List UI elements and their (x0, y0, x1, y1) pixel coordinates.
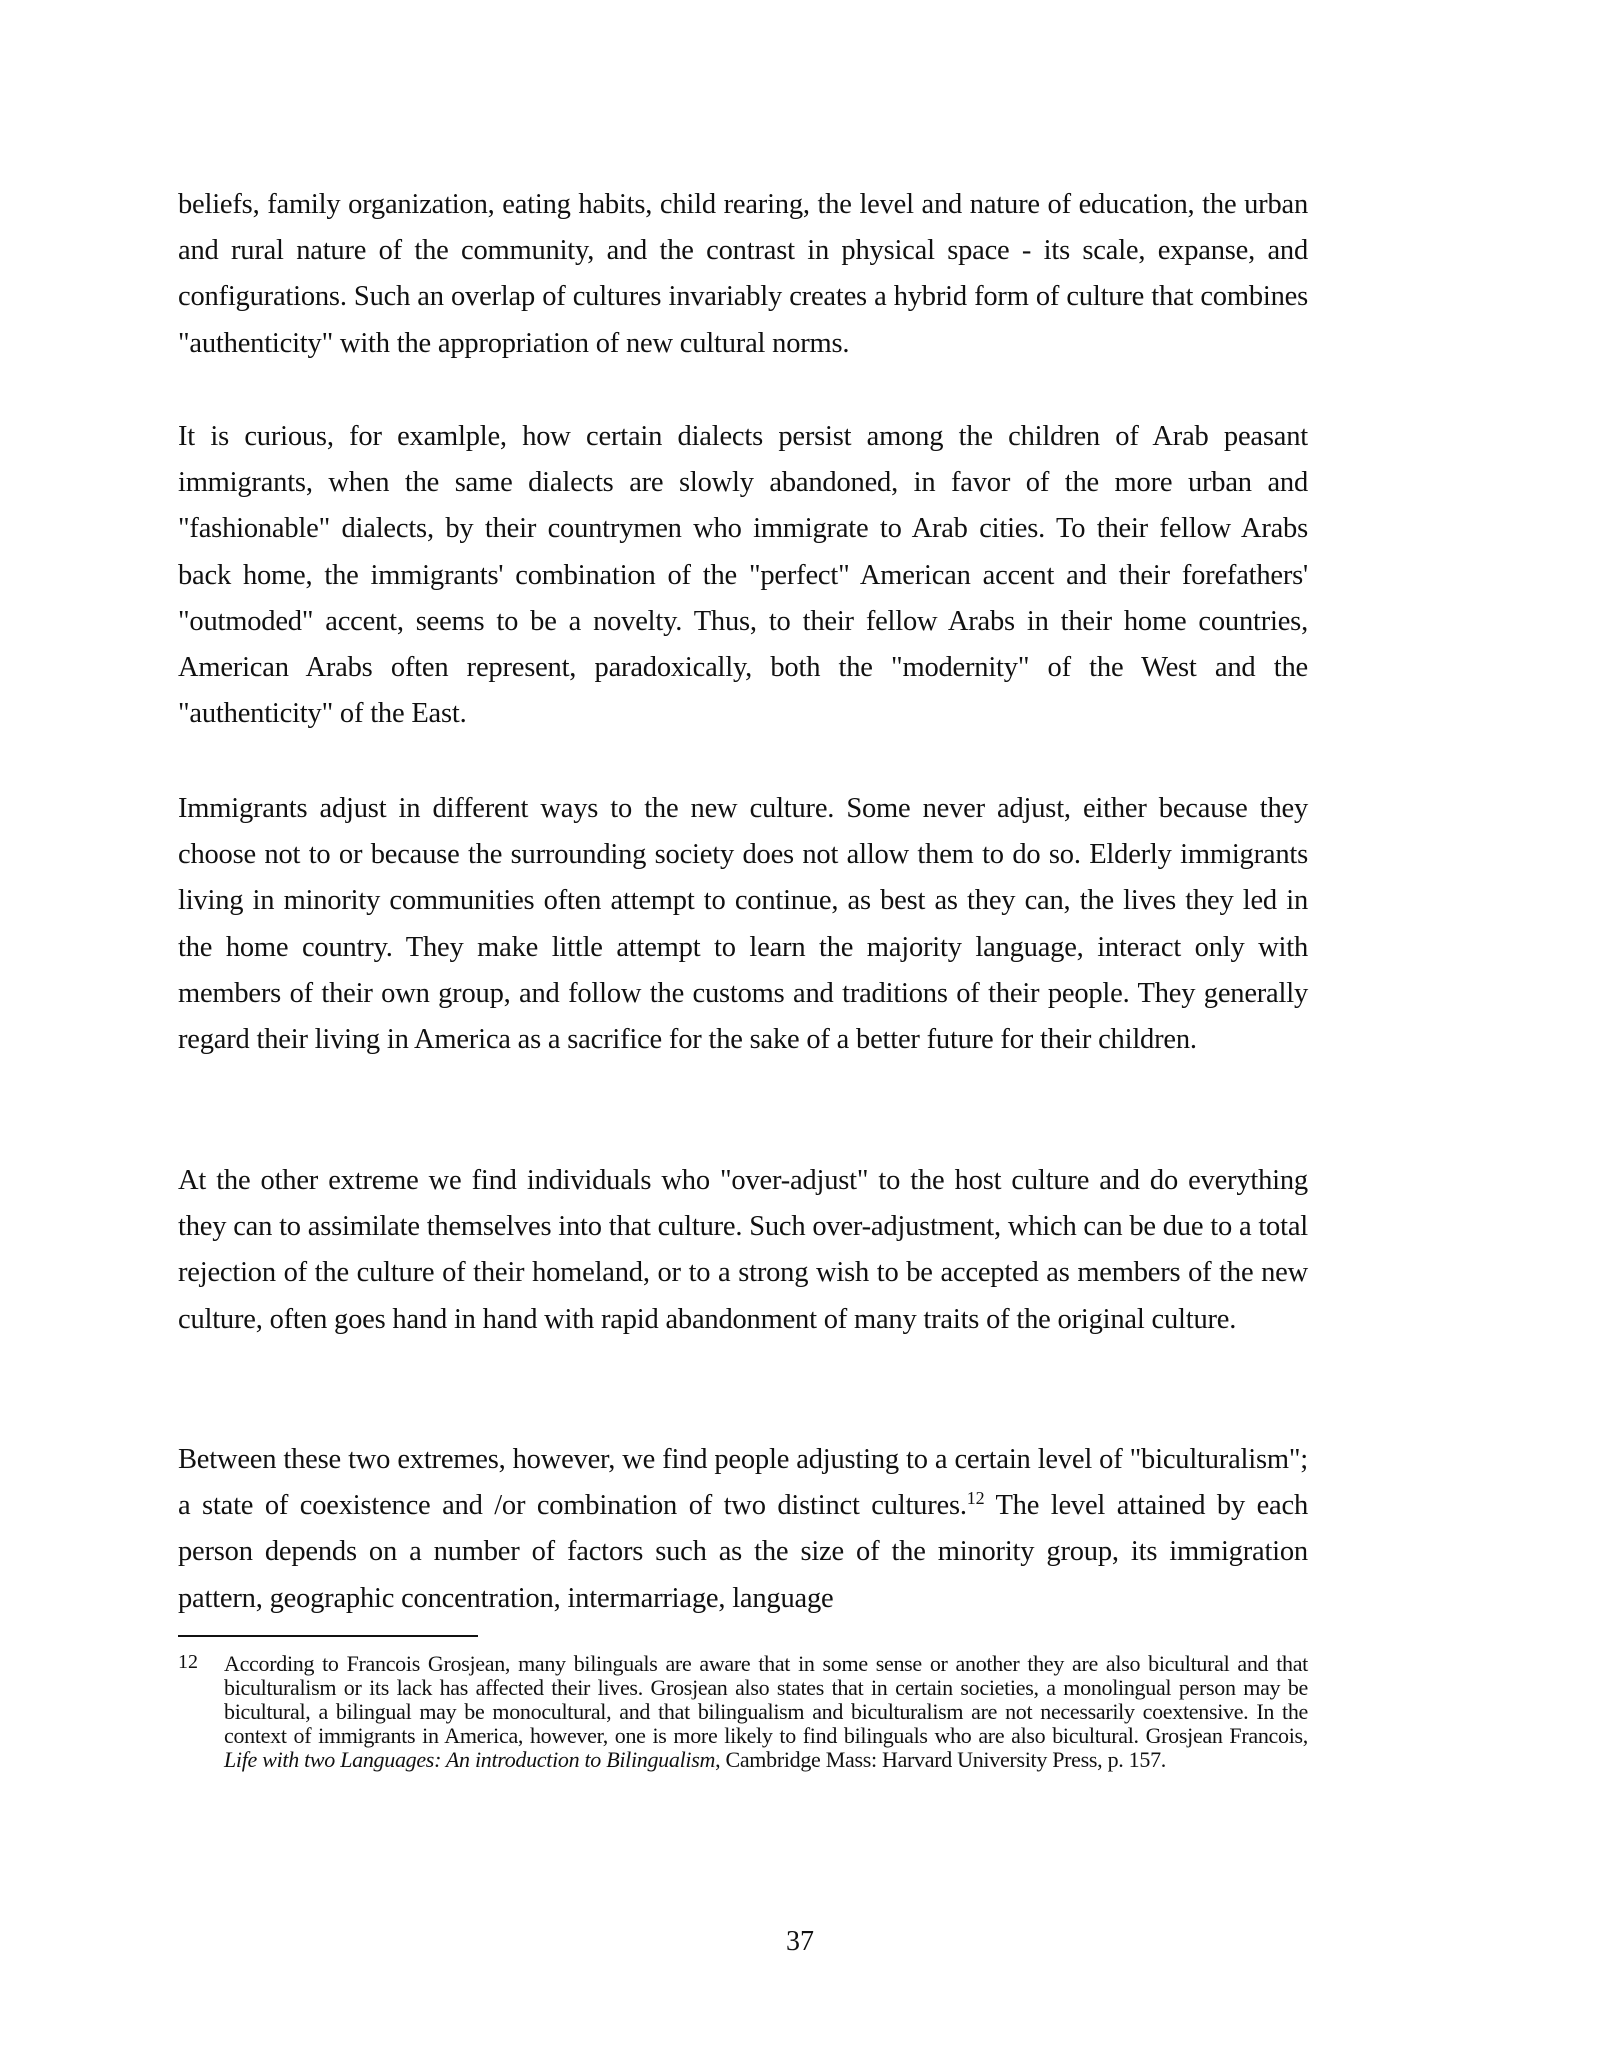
paragraph-text: At the other extreme we find individuals who "over-adjust" to the host culture and do everything they can to assimilate themselves into that culture. Such over-adjustment, which can be due to a total rejection of the culture of their homeland, or to a strong wish to be accepted as members of the new culture, often goes hand in hand with rapid abandonment of many traits of the original culture. (178, 1165, 1308, 1335)
body-paragraph (178, 414, 1308, 737)
footnote (178, 1652, 1308, 1772)
body-paragraph (178, 182, 1308, 367)
paragraph-text: Immigrants adjust in different ways to the new culture. Some never adjust, either because they choose not to or because the surrounding society does not allow them to do so. Elderly immigrants living in minority communities often attempt to continue, as best as they can, the lives they led in the home country. They make little attempt to learn the majority language, interact only with members of their own group, and follow the customs and traditions of their people. They generally regard their living in America as a sacrifice for the sake of a better future for their children. (178, 793, 1308, 1056)
footnote-text-end: , Cambridge Mass: Harvard University Press, p. 157. (715, 1747, 1166, 1772)
body-paragraph (178, 786, 1308, 1063)
footnote-number: 12 (178, 1651, 198, 1673)
paragraph-text-end: The level attained by each person depends on a number of factors such as the size of the minority group, its immigration pattern, geographic concentration, intermarriage, language (178, 1490, 1308, 1614)
page-number: 37 (786, 1926, 814, 1957)
paragraph-text-start: Between these two extremes, however, we find people adjusting to a certain level of "biculturalism"; a state of coexistence and /or combination of two distinct cultures. (178, 1444, 1308, 1522)
body-paragraph (178, 1437, 1308, 1622)
paragraph-text: beliefs, family organization, eating habits, child rearing, the level and nature of education, the urban and rural nature of the community, and the contrast in physical space - its scale, expanse, and configurations. Such an overlap of cultures invariably creates a hybrid form of culture that combines "authenticity" with the appropriation of new cultural norms. (178, 189, 1308, 359)
cited-book-title: Life with two Languages: An introduction to Bilingualism (224, 1747, 716, 1772)
footnote-reference[interactable]: 12 (966, 1488, 985, 1509)
footnote-text-start: According to Francois Grosjean, many bilinguals are aware that in some sense or another they are also bicultural and that biculturalism or its lack has affected their lives. Grosjean also states that in certain societies, a monolingual person may be bicultural, a bilingual may be monocultural, and that bilingualism and biculturalism are not necessarily coextensive. In the context of immigrants in America, however, one is more likely to find bilinguals who are also bicultural. Grosjean Francois, (224, 1651, 1308, 1748)
paragraph-text: It is curious, for examlple, how certain dialects persist among the children of Arab peasant immigrants, when the same dialects are slowly abandoned, in favor of the more urban and "fashionable" dialects, by their countrymen who immigrate to Arab cities. To their fellow Arabs back home, the immigrants' combination of the "perfect" American accent and their forefathers' "outmoded" accent, seems to be a novelty. Thus, to their fellow Arabs in their home countries, American Arabs often represent, paradoxically, both the "modernity" of the West and the "authenticity" of the East. (178, 421, 1308, 730)
paragraph-text (178, 1437, 1308, 1622)
footnote-text (224, 1652, 1308, 1772)
body-paragraph (178, 1158, 1308, 1343)
footnote-separator (178, 1635, 478, 1637)
